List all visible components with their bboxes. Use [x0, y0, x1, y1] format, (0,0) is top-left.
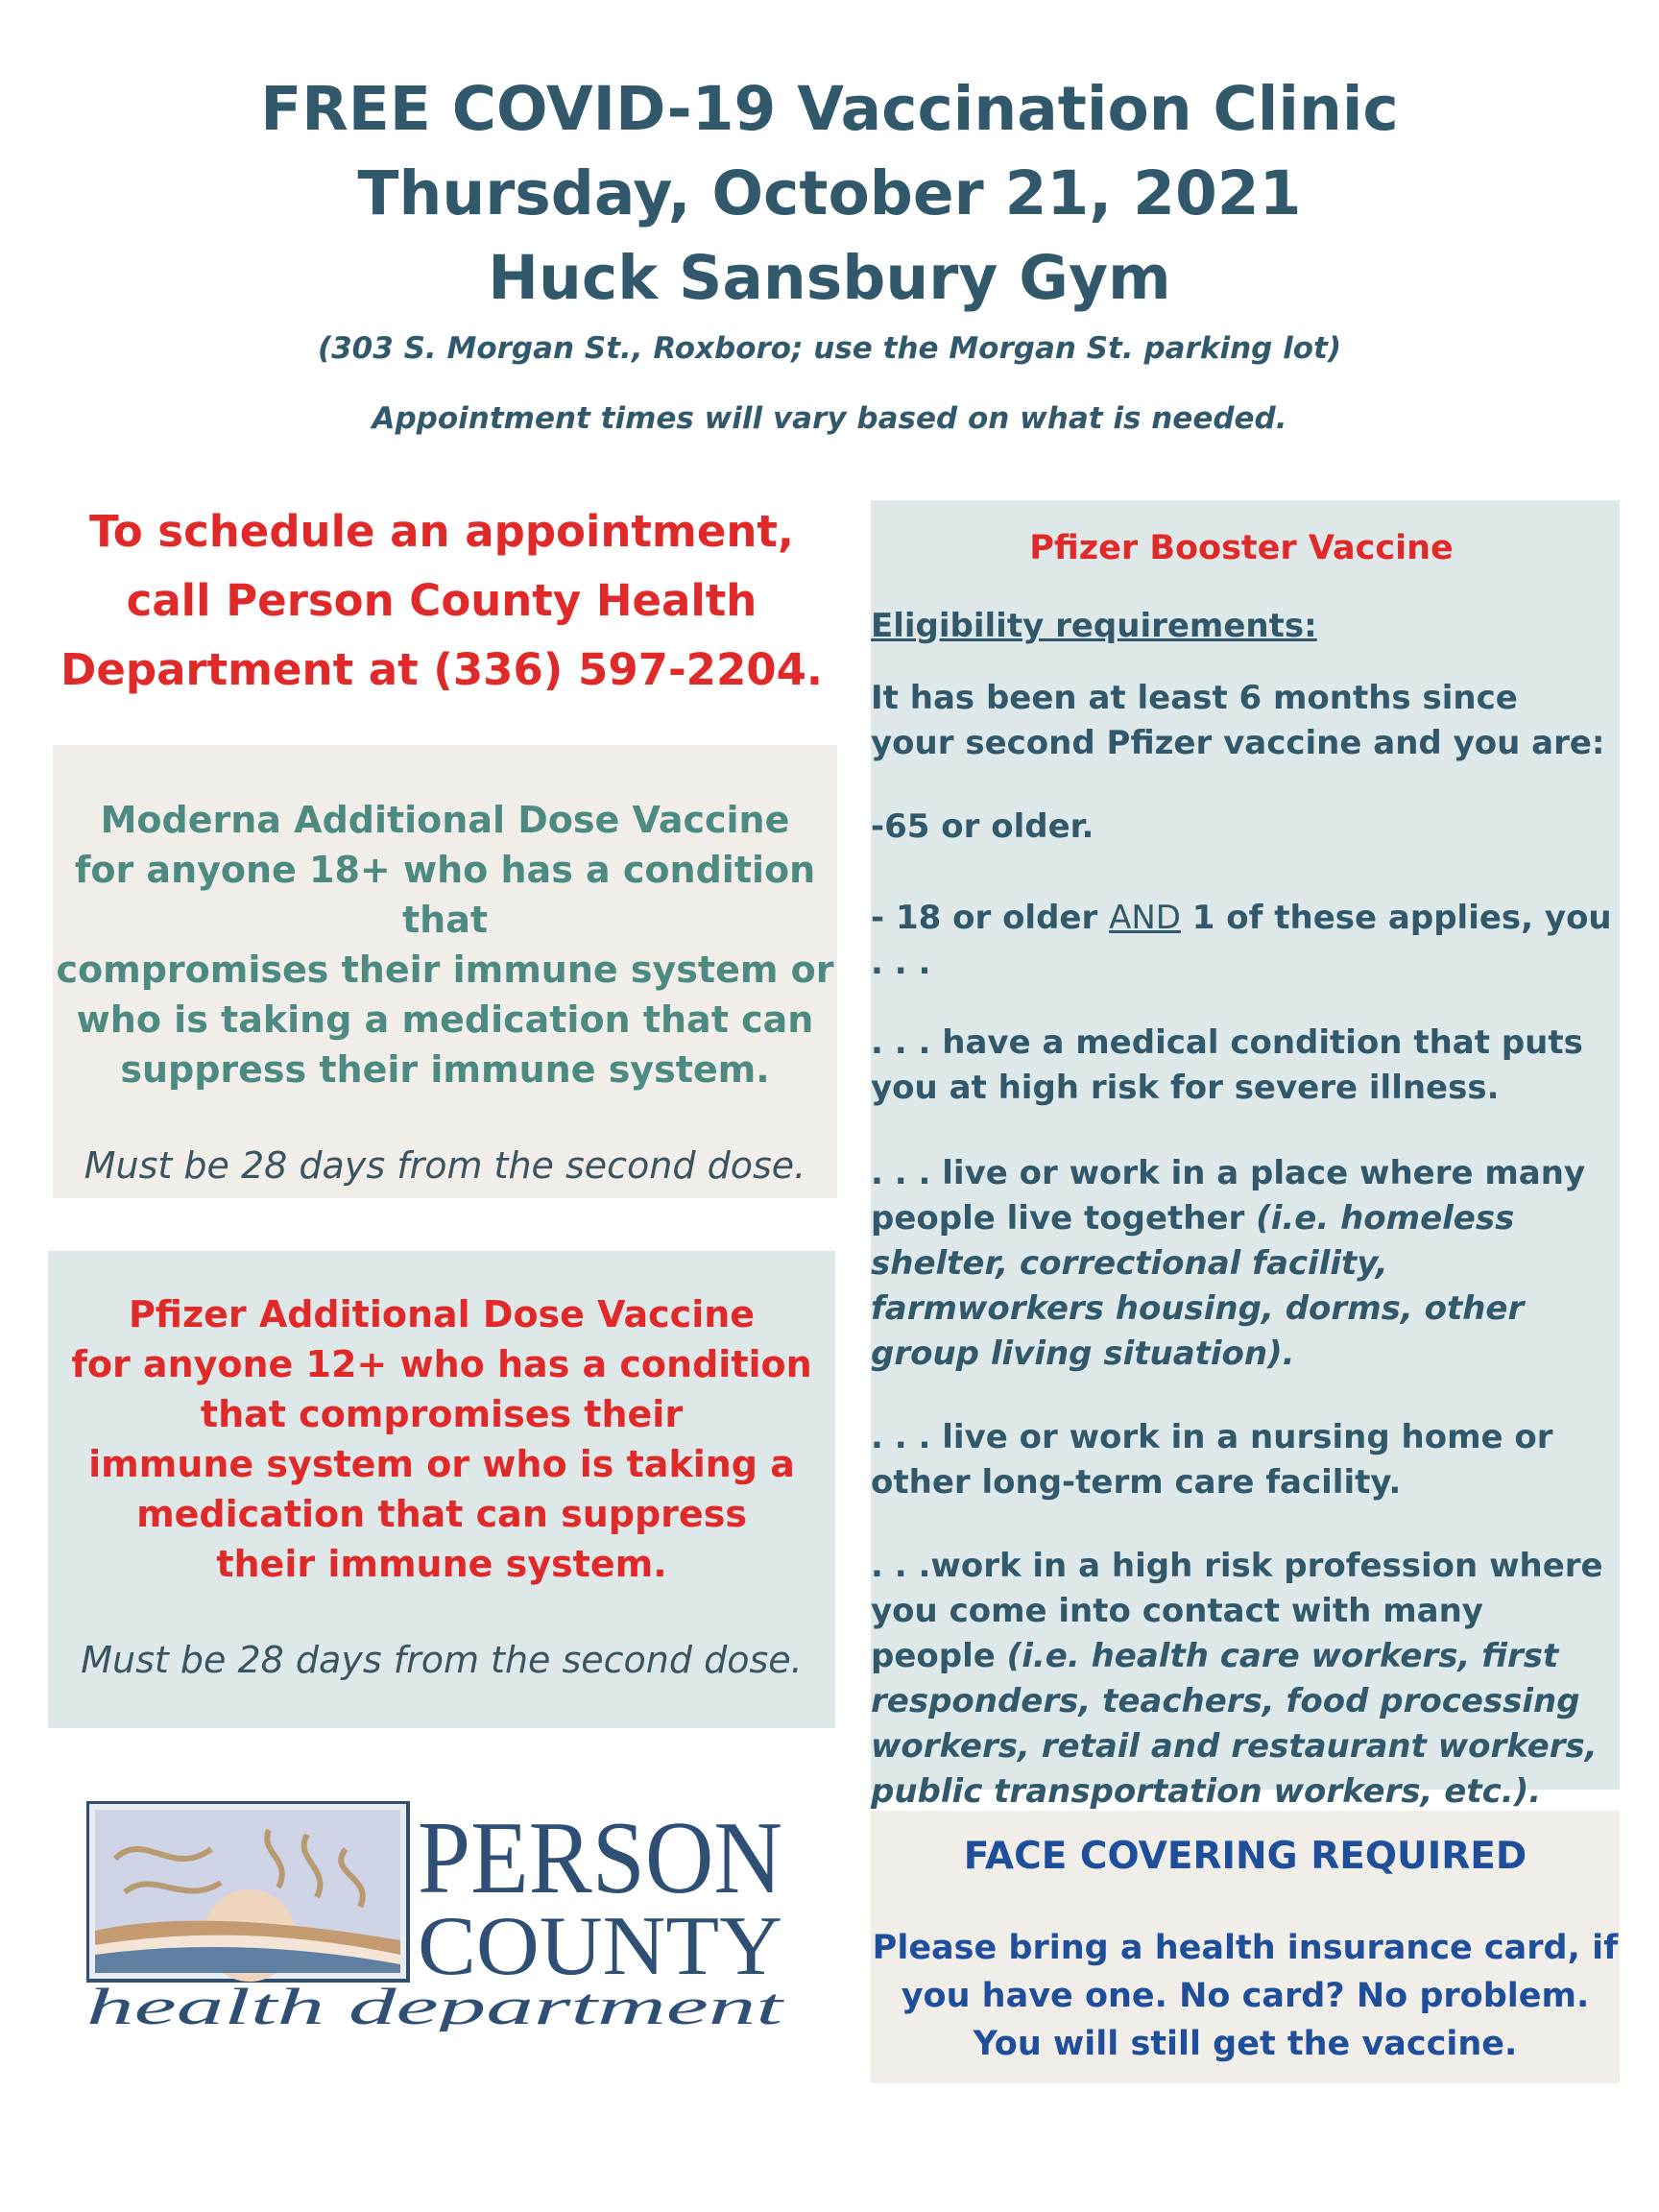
person-county-logo	[86, 1801, 797, 2032]
schedule-line-3: Department at (336) 597-2204.	[60, 644, 823, 695]
booster-item-18	[871, 896, 1612, 986]
moderna-line-4: who is taking a medication that can	[76, 998, 814, 1041]
booster-intro: It has been at least 6 months since your second Pfizer vaccine and you are:	[871, 679, 1605, 762]
item-18-prefix: - 18 or older	[871, 899, 1110, 937]
pfizer-add-note: Must be 28 days from the second dose.	[81, 1639, 803, 1681]
title-line-3: Huck Sansbury Gym	[488, 243, 1171, 313]
logo-tagline: health department	[86, 1978, 786, 2032]
item-18-suffix: 1 of these applies, you . . .	[871, 899, 1612, 982]
pfizer-add-line-3: that compromises their	[200, 1393, 684, 1435]
pfizer-add-line-4: immune system or who is taking a	[88, 1443, 795, 1485]
group-prefix: . . . live or work in a place where many people live together	[871, 1154, 1586, 1238]
booster-box	[871, 500, 1620, 1811]
moderna-line-5: suppress their immune system.	[120, 1048, 770, 1091]
schedule-instructions	[53, 497, 830, 705]
pfizer-additional-box	[48, 1251, 835, 1728]
insurance-line-1: Please bring a health insurance card, if	[872, 1929, 1619, 1967]
insurance-note	[871, 1924, 1620, 2068]
work-prefix: . . .work in a high risk profession where you come into contact with many people	[871, 1547, 1603, 1675]
eligibility-label: Eligibility requirements:	[871, 607, 1317, 645]
pfizer-add-line-2: for anyone 12+ who has a condition	[71, 1343, 812, 1385]
address: (303 S. Morgan St., Roxboro; use the Morgan St. parking lot)	[317, 331, 1342, 366]
title-line-2: Thursday, October 21, 2021	[357, 158, 1302, 228]
header	[0, 67, 1659, 436]
booster-work	[871, 1544, 1612, 1815]
booster-item-65: -65 or older.	[871, 807, 1094, 846]
pfizer-add-line-6: their immune system.	[216, 1543, 667, 1585]
work-examples: (i.e. health care workers, first responders, teachers, food processing workers, retail and restaurant workers, public transportation workers, etc.).	[871, 1637, 1598, 1811]
booster-nursing: . . . live or work in a nursing home or other long-term care facility.	[871, 1418, 1553, 1502]
pfizer-add-line-5: medication that can suppress	[136, 1493, 747, 1535]
pfizer-add-line-1: Pfizer Additional Dose Vaccine	[128, 1293, 756, 1335]
insurance-line-3: You will still get the vaccine.	[973, 2025, 1518, 2063]
moderna-line-2: for anyone 18+ who has a condition that	[74, 849, 816, 941]
booster-medical: . . . have a medical condition that puts you at high risk for severe illness.	[871, 1023, 1583, 1107]
logo-person: PERSON	[418, 1801, 782, 1915]
moderna-note: Must be 28 days from the second dose.	[84, 1144, 806, 1187]
group-examples: (i.e. homeless shelter, correctional facility, farmworkers housing, dorms, other group living situation).	[871, 1199, 1525, 1373]
schedule-line-2: call Person County Health	[126, 575, 757, 626]
face-covering-title: FACE COVERING REQUIRED	[963, 1835, 1527, 1878]
moderna-line-1: Moderna Additional Dose Vaccine	[100, 799, 790, 841]
booster-title: Pfizer Booster Vaccine	[1029, 529, 1454, 567]
logo-graphic	[86, 1801, 797, 2032]
face-covering-box	[871, 1811, 1620, 2083]
moderna-box	[53, 745, 837, 1198]
schedule-line-1: To schedule an appointment,	[89, 506, 794, 557]
booster-group	[871, 1151, 1612, 1377]
insurance-line-2: you have one. No card? No problem.	[901, 1977, 1590, 2015]
appointment-note: Appointment times will vary based on what is needed.	[372, 401, 1287, 436]
logo-county: COUNTY	[418, 1900, 782, 1993]
and-keyword: AND	[1109, 899, 1181, 937]
moderna-line-3: compromises their immune system or	[56, 949, 834, 991]
title-line-1: FREE COVID-19 Vaccination Clinic	[260, 74, 1399, 144]
